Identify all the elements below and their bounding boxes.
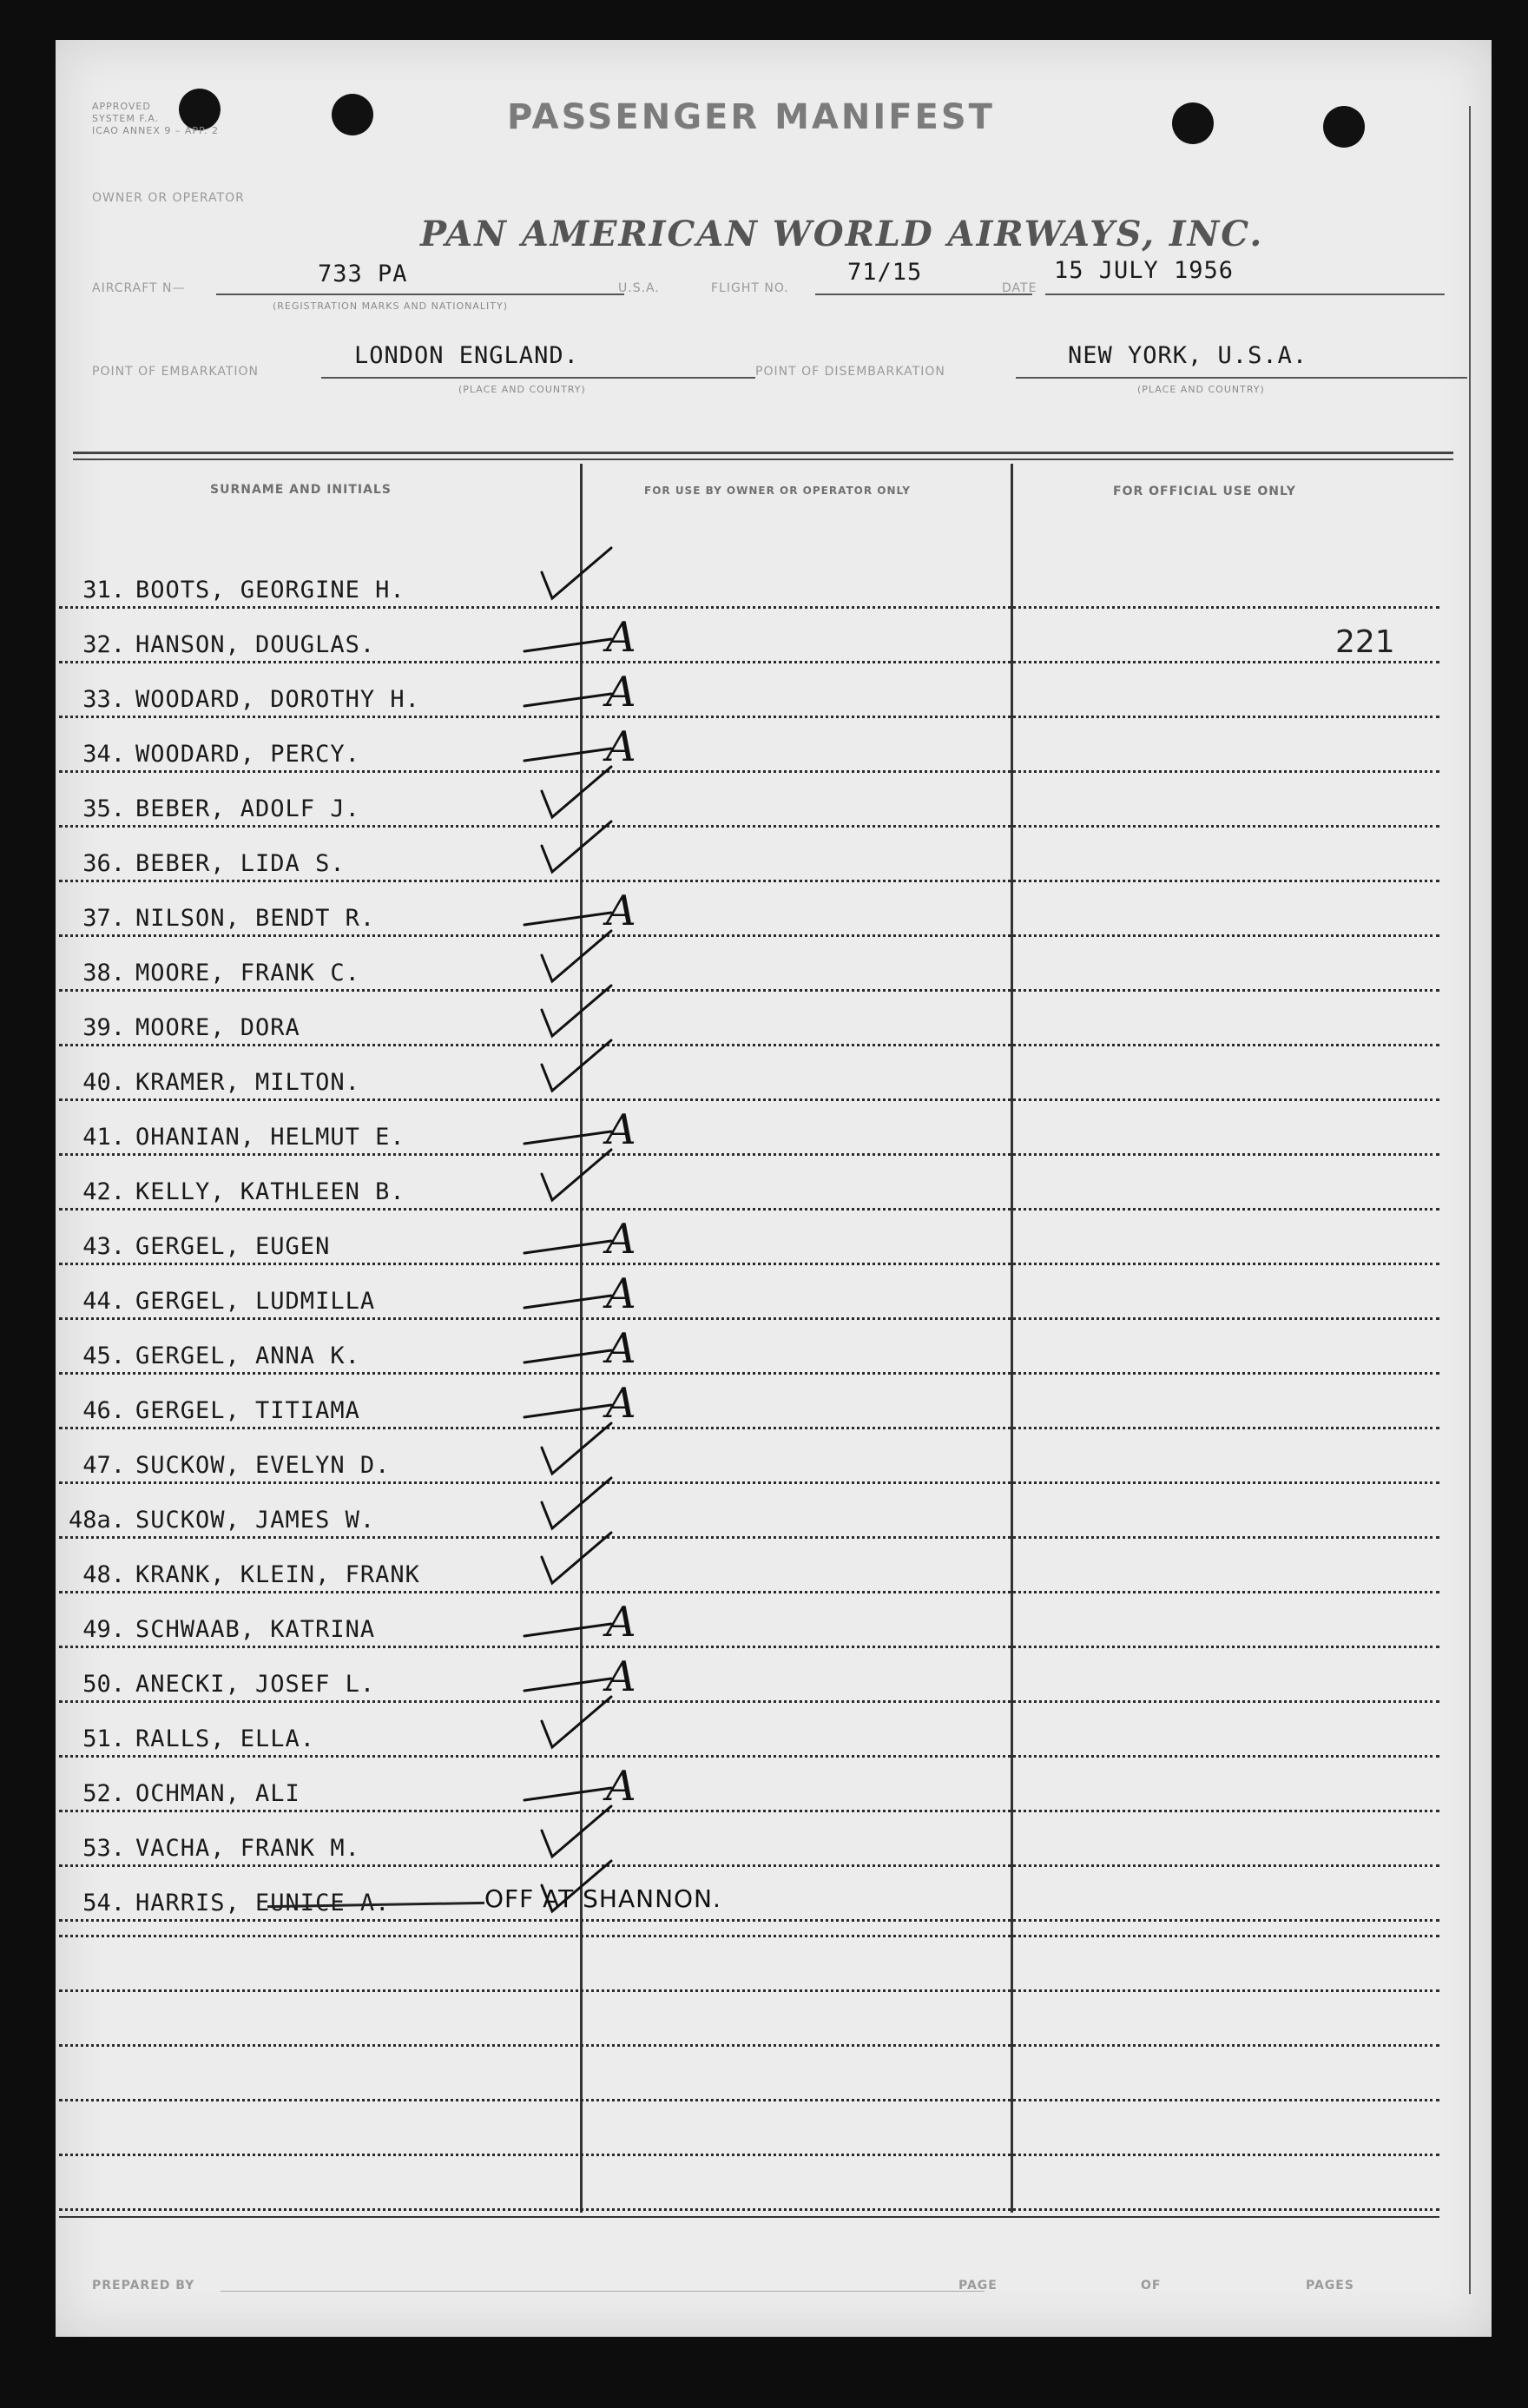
passenger-name: BOOTS, GEORGINE H.: [135, 577, 405, 604]
passenger-name: VACHA, FRANK M.: [135, 1835, 360, 1862]
table-top-rule: [73, 459, 1453, 460]
passenger-row: [59, 1758, 1439, 1812]
passenger-number: 42.: [82, 1178, 125, 1205]
passenger-number: 49.: [82, 1616, 125, 1643]
aircraft-underline: [216, 294, 624, 295]
punch-hole: [1172, 102, 1214, 144]
passenger-number: 44.: [82, 1288, 125, 1315]
of-label: OF: [1141, 2279, 1162, 2293]
date-underline: [1045, 294, 1445, 295]
passenger-name: ANECKI, JOSEF L.: [135, 1671, 376, 1698]
date-value: 15 JULY 1956: [1054, 257, 1235, 284]
passenger-name: OHANIAN, HELMUT E.: [135, 1124, 405, 1151]
passenger-name: GERGEL, TITIAMA: [135, 1397, 360, 1424]
passenger-name: GERGEL, EUGEN: [135, 1233, 331, 1260]
passenger-number: 32.: [82, 631, 125, 658]
table-top-rule: [73, 452, 1453, 454]
passenger-row: [59, 554, 1439, 609]
manifest-page: [56, 40, 1492, 2337]
passenger-number: 35.: [82, 795, 125, 822]
passenger-row: [59, 1812, 1439, 1867]
passenger-number: 40.: [82, 1069, 125, 1096]
table-bottom-rule: [59, 2216, 1439, 2218]
passenger-name: MOORE, FRANK C.: [135, 960, 360, 986]
passenger-row: [59, 663, 1439, 718]
registration-caption: (REGISTRATION MARKS AND NATIONALITY): [273, 300, 509, 312]
punch-hole: [332, 94, 373, 135]
blank-row: [59, 2044, 1439, 2047]
passenger-row: [59, 1211, 1439, 1265]
pages-label: PAGES: [1306, 2279, 1354, 2293]
passenger-name: RALLS, ELLA.: [135, 1725, 316, 1752]
passenger-number: 53.: [82, 1835, 125, 1862]
operator-name: PAN AMERICAN WORLD AIRWAYS, INC.: [420, 214, 1264, 254]
passenger-row: [59, 1375, 1439, 1429]
prepared-by-label: PREPARED BY: [92, 2279, 195, 2293]
passenger-row: [59, 1101, 1439, 1156]
passenger-number: 46.: [82, 1397, 125, 1424]
passenger-row: [59, 1539, 1439, 1593]
operator-mark: A: [606, 1598, 636, 1646]
owner-label: OWNER OR OPERATOR: [92, 191, 245, 205]
passenger-number: 52.: [82, 1780, 125, 1807]
passenger-name: BEBER, LIDA S.: [135, 850, 346, 877]
passenger-name: HANSON, DOUGLAS.: [135, 631, 376, 658]
passenger-number: 41.: [82, 1124, 125, 1151]
place-caption: (PLACE AND COUNTRY): [458, 384, 586, 395]
passenger-name: HARRIS, EUNICE A.: [135, 1890, 391, 1917]
passenger-number: 48.: [82, 1561, 125, 1588]
passenger-row: [59, 1156, 1439, 1211]
passenger-name: WOODARD, DOROTHY H.: [135, 686, 420, 713]
page-right-border: [1469, 106, 1471, 2294]
punch-hole: [179, 89, 221, 130]
passenger-row: [59, 773, 1439, 828]
passenger-name: BEBER, ADOLF J.: [135, 795, 360, 822]
passenger-row: [59, 1320, 1439, 1375]
passenger-name: SCHWAAB, KATRINA: [135, 1616, 376, 1643]
row-rule: [59, 1919, 1439, 1922]
passenger-row: [59, 1429, 1439, 1484]
passenger-row: [59, 1867, 1439, 1922]
passenger-row: [59, 609, 1439, 663]
passenger-row: [59, 828, 1439, 882]
flight-value: 71/15: [847, 259, 923, 286]
passenger-number: 43.: [82, 1233, 125, 1260]
passenger-name: GERGEL, LUDMILLA: [135, 1288, 376, 1315]
passenger-number: 50.: [82, 1671, 125, 1698]
passenger-number: 45.: [82, 1343, 125, 1369]
operator-mark: A: [606, 668, 636, 716]
operator-mark: A: [606, 1379, 636, 1428]
operator-mark: A: [606, 1270, 636, 1318]
approval-line: ICAO ANNEX 9 – APP. 2: [92, 125, 219, 136]
passenger-row: [59, 992, 1439, 1046]
disembarkation-value: NEW YORK, U.S.A.: [1068, 342, 1308, 369]
passenger-number: 54.: [82, 1890, 125, 1917]
place-caption: (PLACE AND COUNTRY): [1137, 384, 1265, 395]
passenger-number: 48a.: [68, 1507, 125, 1534]
passenger-number: 37.: [82, 905, 125, 932]
disembarkation-label: POINT OF DISEMBARKATION: [755, 365, 945, 379]
passenger-name: KRAMER, MILTON.: [135, 1069, 360, 1096]
flight-label: FLIGHT NO.: [711, 281, 789, 295]
punch-hole: [1323, 106, 1365, 148]
column-header-official: FOR OFFICIAL USE ONLY: [1113, 485, 1296, 498]
blank-row: [59, 2099, 1439, 2101]
operator-mark: A: [606, 722, 636, 771]
operator-mark: A: [606, 1324, 636, 1373]
passenger-row: [59, 1046, 1439, 1101]
passenger-number: 39.: [82, 1014, 125, 1041]
approval-line: APPROVED: [92, 101, 151, 112]
prepared-by-underline: [221, 2291, 985, 2292]
flight-underline: [815, 294, 1032, 295]
passenger-name: SUCKOW, EVELYN D.: [135, 1452, 391, 1479]
passenger-name: MOORE, DORA: [135, 1014, 300, 1041]
passenger-number: 34.: [82, 741, 125, 768]
country-label: U.S.A.: [618, 281, 660, 295]
passenger-row: [59, 1703, 1439, 1758]
passenger-name: SUCKOW, JAMES W.: [135, 1507, 376, 1534]
aircraft-label: AIRCRAFT N—: [92, 281, 186, 295]
embarkation-label: POINT OF EMBARKATION: [92, 365, 260, 379]
passenger-row: [59, 937, 1439, 992]
passenger-name: GERGEL, ANNA K.: [135, 1343, 360, 1369]
date-label: DATE: [1002, 281, 1037, 295]
passenger-row: [59, 1484, 1439, 1539]
operator-mark: A: [606, 1762, 636, 1811]
passenger-name: KELLY, KATHLEEN B.: [135, 1178, 405, 1205]
blank-row: [59, 1989, 1439, 1992]
passenger-number: 31.: [82, 577, 125, 604]
column-header-name: SURNAME AND INITIALS: [210, 483, 392, 497]
operator-mark: A: [606, 613, 636, 662]
embarkation-underline: [321, 377, 755, 379]
passenger-remark: OFF AT SHANNON.: [484, 1884, 721, 1913]
form-title: PASSENGER MANIFEST: [507, 97, 995, 137]
disembarkation-underline: [1016, 377, 1467, 379]
blank-row: [59, 1935, 1439, 1937]
aircraft-value: 733 PA: [318, 261, 408, 287]
passenger-name: NILSON, BENDT R.: [135, 905, 376, 932]
approval-line: SYSTEM F.A.: [92, 113, 160, 124]
passenger-number: 51.: [82, 1725, 125, 1752]
column-header-owner: FOR USE BY OWNER OR OPERATOR ONLY: [644, 485, 911, 497]
passenger-row: [59, 882, 1439, 937]
passenger-row: [59, 1593, 1439, 1648]
passenger-number: 47.: [82, 1452, 125, 1479]
blank-row: [59, 2154, 1439, 2156]
operator-mark: A: [606, 1105, 636, 1154]
embarkation-value: LONDON ENGLAND.: [354, 342, 579, 369]
operator-mark: A: [606, 1653, 636, 1701]
operator-mark: A: [606, 1215, 636, 1263]
operator-mark: A: [606, 887, 636, 935]
passenger-row: [59, 1265, 1439, 1320]
passenger-number: 38.: [82, 960, 125, 986]
passenger-name: KRANK, KLEIN, FRANK: [135, 1561, 420, 1588]
passenger-name: WOODARD, PERCY.: [135, 741, 360, 768]
passenger-number: 36.: [82, 850, 125, 877]
page-label: PAGE: [958, 2279, 998, 2293]
official-entry: 221: [1335, 624, 1395, 660]
passenger-number: 33.: [82, 686, 125, 713]
blank-row: [59, 2208, 1439, 2211]
passenger-name: OCHMAN, ALI: [135, 1780, 300, 1807]
passenger-row: [59, 718, 1439, 773]
passenger-row: [59, 1648, 1439, 1703]
